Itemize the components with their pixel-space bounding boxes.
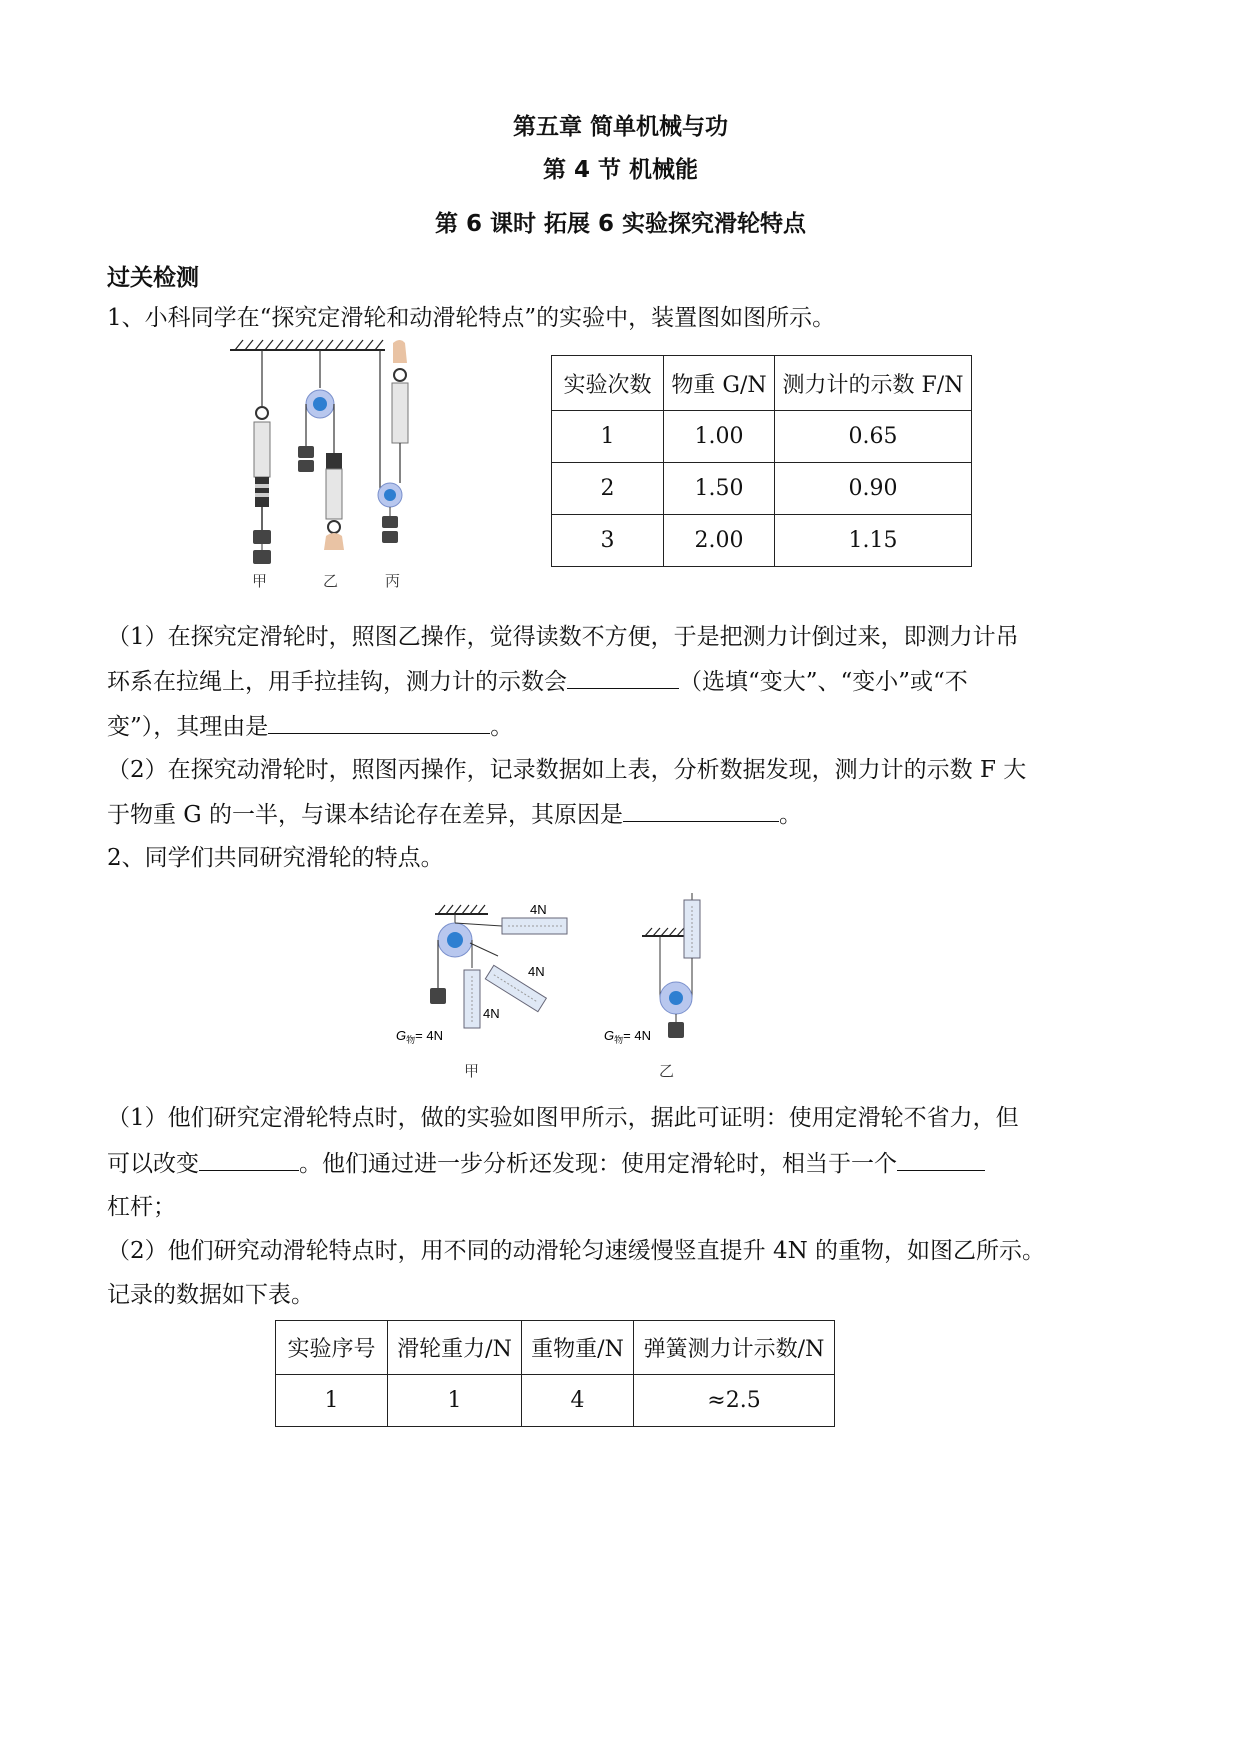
figure-label-bing: 丙 (385, 572, 401, 590)
setup-jia-icon (253, 350, 271, 564)
setup-yi-icon (298, 350, 344, 550)
q2-part2-line2: 记录的数据如下表。 (107, 1282, 314, 1308)
q1-part2-text: 于物重 G 的一半，与课本结论存在差异，其原因是 (107, 802, 623, 828)
table-header-cell: 滑轮重力/N (388, 1321, 522, 1375)
q1-data-table (551, 355, 972, 567)
q1-part1-text: 环系在拉绳上，用手拉挂钩，测力计的示数会 (107, 669, 567, 695)
answer-blank[interactable] (567, 666, 679, 689)
table-cell: 1.50 (664, 463, 775, 515)
table-cell: 1 (276, 1375, 388, 1427)
weight-symbol: G (396, 1028, 407, 1043)
lesson-title: 第 6 课时 拓展 6 实验探究滑轮特点 (434, 211, 807, 237)
figure-label-jia: 甲 (464, 1062, 480, 1080)
answer-blank[interactable] (268, 711, 490, 734)
table-cell: 2.00 (664, 515, 775, 567)
q2-intro: 2、同学们共同研究滑轮的特点。 (107, 845, 444, 871)
section-title: 第 4 节 机械能 (542, 157, 699, 183)
q2-part2-line1: （2）他们研究动滑轮特点时，用不同的动滑轮匀速缓慢竖直提升 4N 的重物，如图乙所示。 (107, 1238, 1046, 1264)
section-heading: 过关检测 (107, 265, 199, 291)
table-header-cell: 实验次数 (552, 356, 664, 411)
answer-blank[interactable] (897, 1148, 985, 1171)
weight-symbol: G (604, 1028, 615, 1043)
table-cell: 1.00 (664, 411, 775, 463)
weight-value: = 4N (623, 1028, 651, 1043)
table-cell: 0.90 (775, 463, 972, 515)
table-cell: 1 (388, 1375, 522, 1427)
q2-part1-text: 。他们通过进一步分析还发现：使用定滑轮时，相当于一个 (299, 1151, 897, 1177)
answer-blank[interactable] (623, 799, 779, 822)
q2-pulley-figure (390, 888, 720, 1088)
q1-intro: 1、小科同学在“探究定滑轮和动滑轮特点”的实验中，装置图如图所示。 (107, 305, 836, 331)
weight-label (396, 1028, 443, 1045)
q2-part1-line2 (107, 1148, 985, 1179)
table-cell: 4 (522, 1375, 634, 1427)
weight-label (604, 1028, 651, 1045)
table-header-cell: 物重 G/N (664, 356, 775, 411)
table-row (552, 515, 972, 567)
q1-part1-text: （选填“变大”、“变小”或“不 (679, 669, 968, 695)
q1-part1-text: 。 (490, 714, 514, 740)
q1-part2-line2 (107, 799, 802, 830)
table-cell: ≈2.5 (634, 1375, 835, 1427)
force-label: 4N (528, 964, 545, 979)
q2-part1-text: 可以改变 (107, 1151, 199, 1177)
weight-subscript: 物 (406, 1035, 416, 1045)
q1-part1-line2 (107, 666, 968, 697)
table-cell: 1 (552, 411, 664, 463)
chapter-title: 第五章 简单机械与功 (512, 114, 728, 140)
ceiling-icon (230, 340, 385, 350)
table-cell: 3 (552, 515, 664, 567)
table-header-cell: 测力计的示数 F/N (775, 356, 972, 411)
setup-bing-icon (378, 340, 408, 543)
q2-part1-line1: （1）他们研究定滑轮特点时，做的实验如图甲所示，据此可证明：使用定滑轮不省力，但 (107, 1105, 1019, 1131)
q2-data-table (275, 1320, 835, 1427)
q1-pulley-figure (225, 338, 425, 590)
q1-part1-line3 (107, 711, 513, 742)
q2-part1-line3: 杠杆； (107, 1194, 176, 1220)
force-label: 4N (483, 1006, 500, 1021)
table-header-row (552, 356, 972, 411)
figure-label-yi: 乙 (323, 572, 339, 590)
figure-label-yi: 乙 (659, 1062, 675, 1080)
weight-subscript: 物 (614, 1035, 624, 1045)
table-cell: 0.65 (775, 411, 972, 463)
q1-part1-text: 变”），其理由是 (107, 714, 269, 740)
force-label: 4N (530, 902, 547, 917)
movable-pulley-setup-icon (642, 893, 700, 1038)
table-header-row (276, 1321, 835, 1375)
weight-value: = 4N (415, 1028, 443, 1043)
table-row (276, 1375, 835, 1427)
q1-part2-text: 。 (779, 802, 802, 828)
table-cell: 1.15 (775, 515, 972, 567)
q1-part2-line1: （2）在探究动滑轮时，照图丙操作，记录数据如上表，分析数据发现，测力计的示数 F 大 (107, 757, 1027, 783)
table-row (552, 463, 972, 515)
table-header-cell: 实验序号 (276, 1321, 388, 1375)
table-header-cell: 重物重/N (522, 1321, 634, 1375)
table-cell: 2 (552, 463, 664, 515)
figure-label-jia: 甲 (252, 572, 268, 590)
answer-blank[interactable] (199, 1148, 299, 1171)
table-header-cell: 弹簧测力计示数/N (634, 1321, 835, 1375)
q1-part1-line1: （1）在探究定滑轮时，照图乙操作，觉得读数不方便，于是把测力计倒过来，即测力计吊 (107, 624, 1019, 650)
table-row (552, 411, 972, 463)
